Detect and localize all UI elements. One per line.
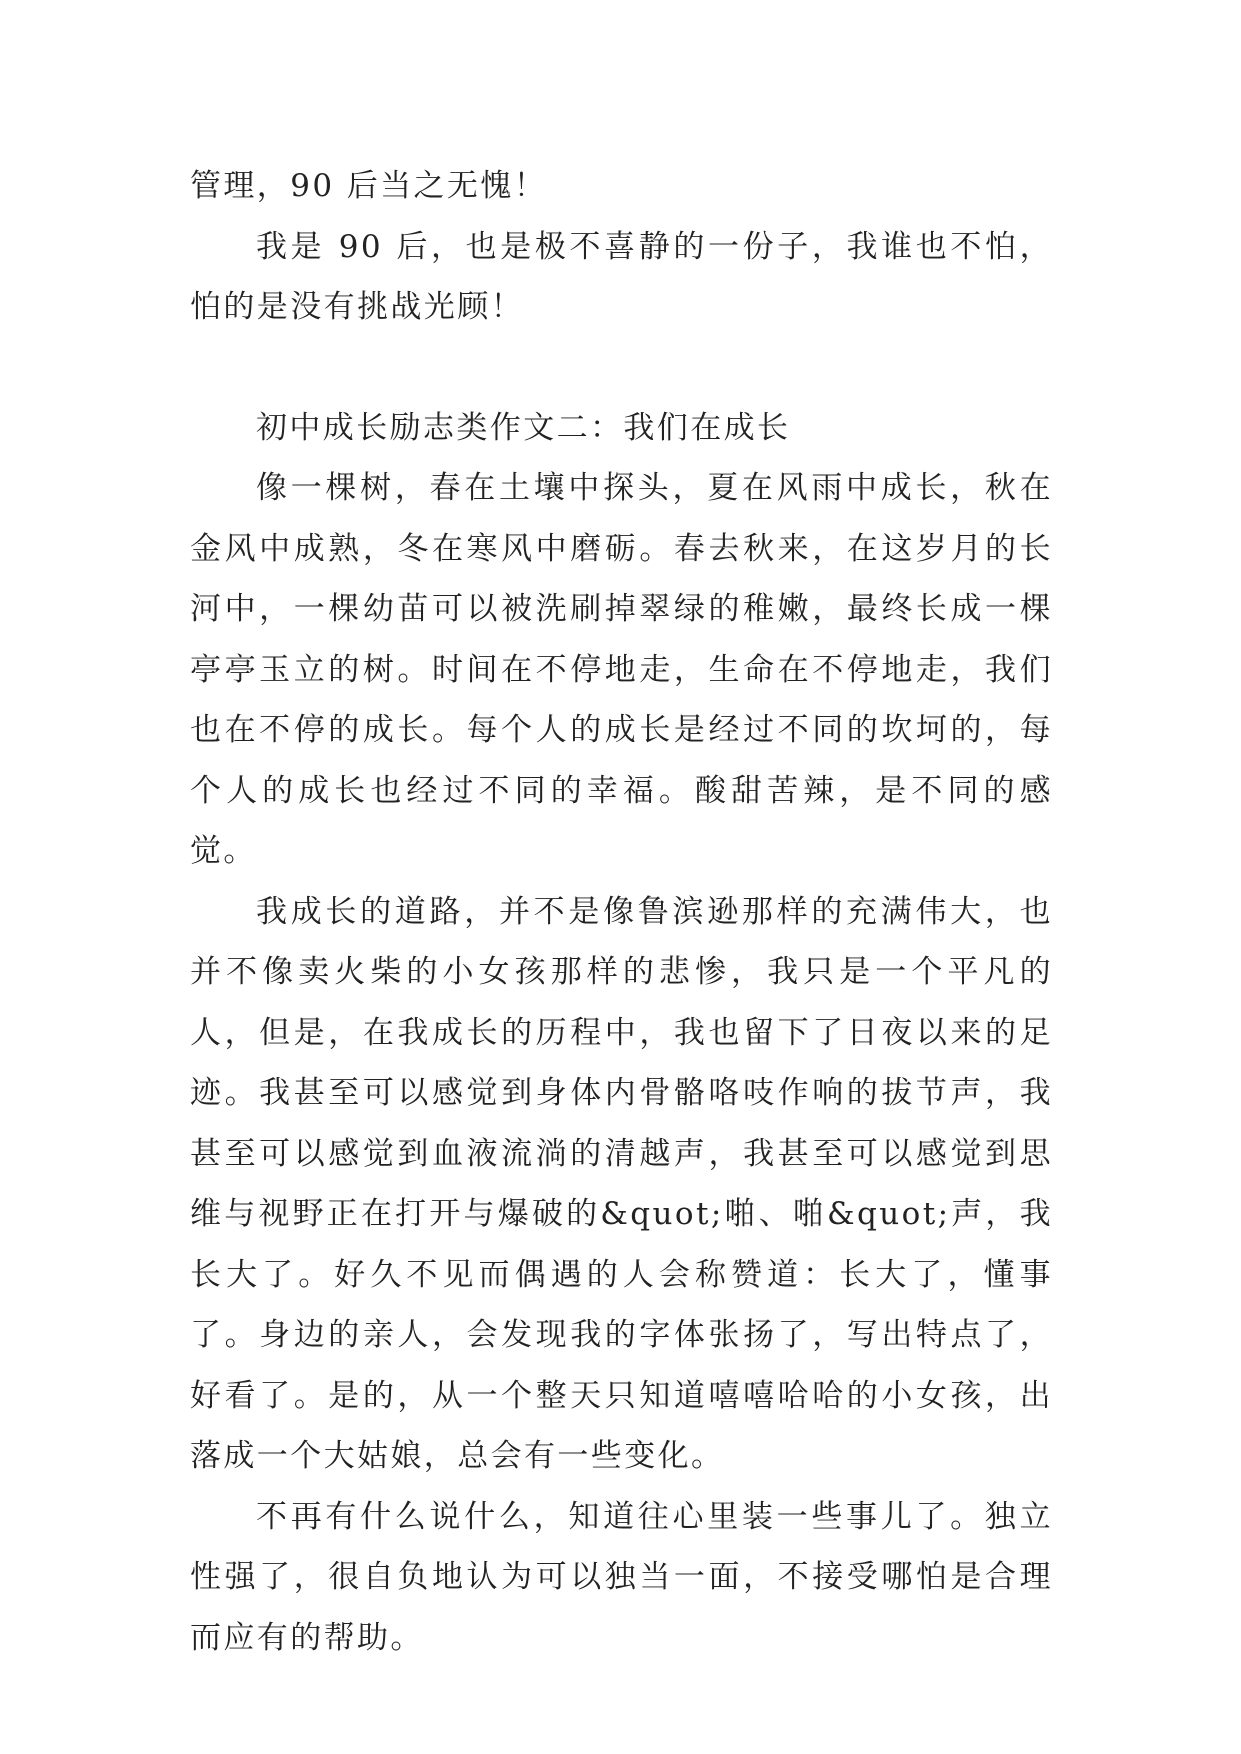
paragraph-independence: 不再有什么说什么，知道往心里装一些事儿了。独立性强了，很自负地认为可以独当一面，不接受哪怕是合理而应有的帮助。 <box>190 1498 1053 1656</box>
paragraph-continued: 管理，90 后当之无愧！ <box>190 168 548 204</box>
paragraph-growth-road: 我成长的道路，并不是像鲁滨逊那样的充满伟大，也并不像卖火柴的小女孩那样的悲惨，我只是一个平凡的人，但是，在我成长的历程中，我也留下了日夜以来的足迹。我甚至可以感觉到身体内骨骼咯吱作响的拔节声，我甚至可以感觉到血液流淌的清越声，我甚至可以感觉到思维与视野正在打开与爆破的&quot;啪、啪&quot;声，我长大了。好久不见而偶遇的人会称赞道：长大了，懂事了。身边的亲人，会发现我的字体张扬了，写出特点了，好看了。是的，从一个整天只知道嘻嘻哈哈的小女孩，出落成一个大姑娘，总会有一些变化。 <box>190 893 1053 1474</box>
paragraph-90s: 我是 90 后，也是极不喜静的一份子，我谁也不怕，怕的是没有挑战光顾！ <box>190 228 1053 325</box>
document-body <box>190 156 1053 1668</box>
section-title: 初中成长励志类作文二：我们在成长 <box>256 409 791 446</box>
paragraph-tree: 像一棵树，春在土壤中探头，夏在风雨中成长，秋在金风中成熟，冬在寒风中磨砺。春去秋来，在这岁月的长河中，一棵幼苗可以被洗刷掉翠绿的稚嫩，最终长成一棵亭亭玉立的树。时间在不停地走，生命在不停地走，我们也在不停的成长。每个人的成长是经过不同的坎坷的，每个人的成长也经过不同的幸福。酸甜苦辣，是不同的感觉。 <box>190 470 1053 869</box>
section-gap <box>190 338 1053 398</box>
